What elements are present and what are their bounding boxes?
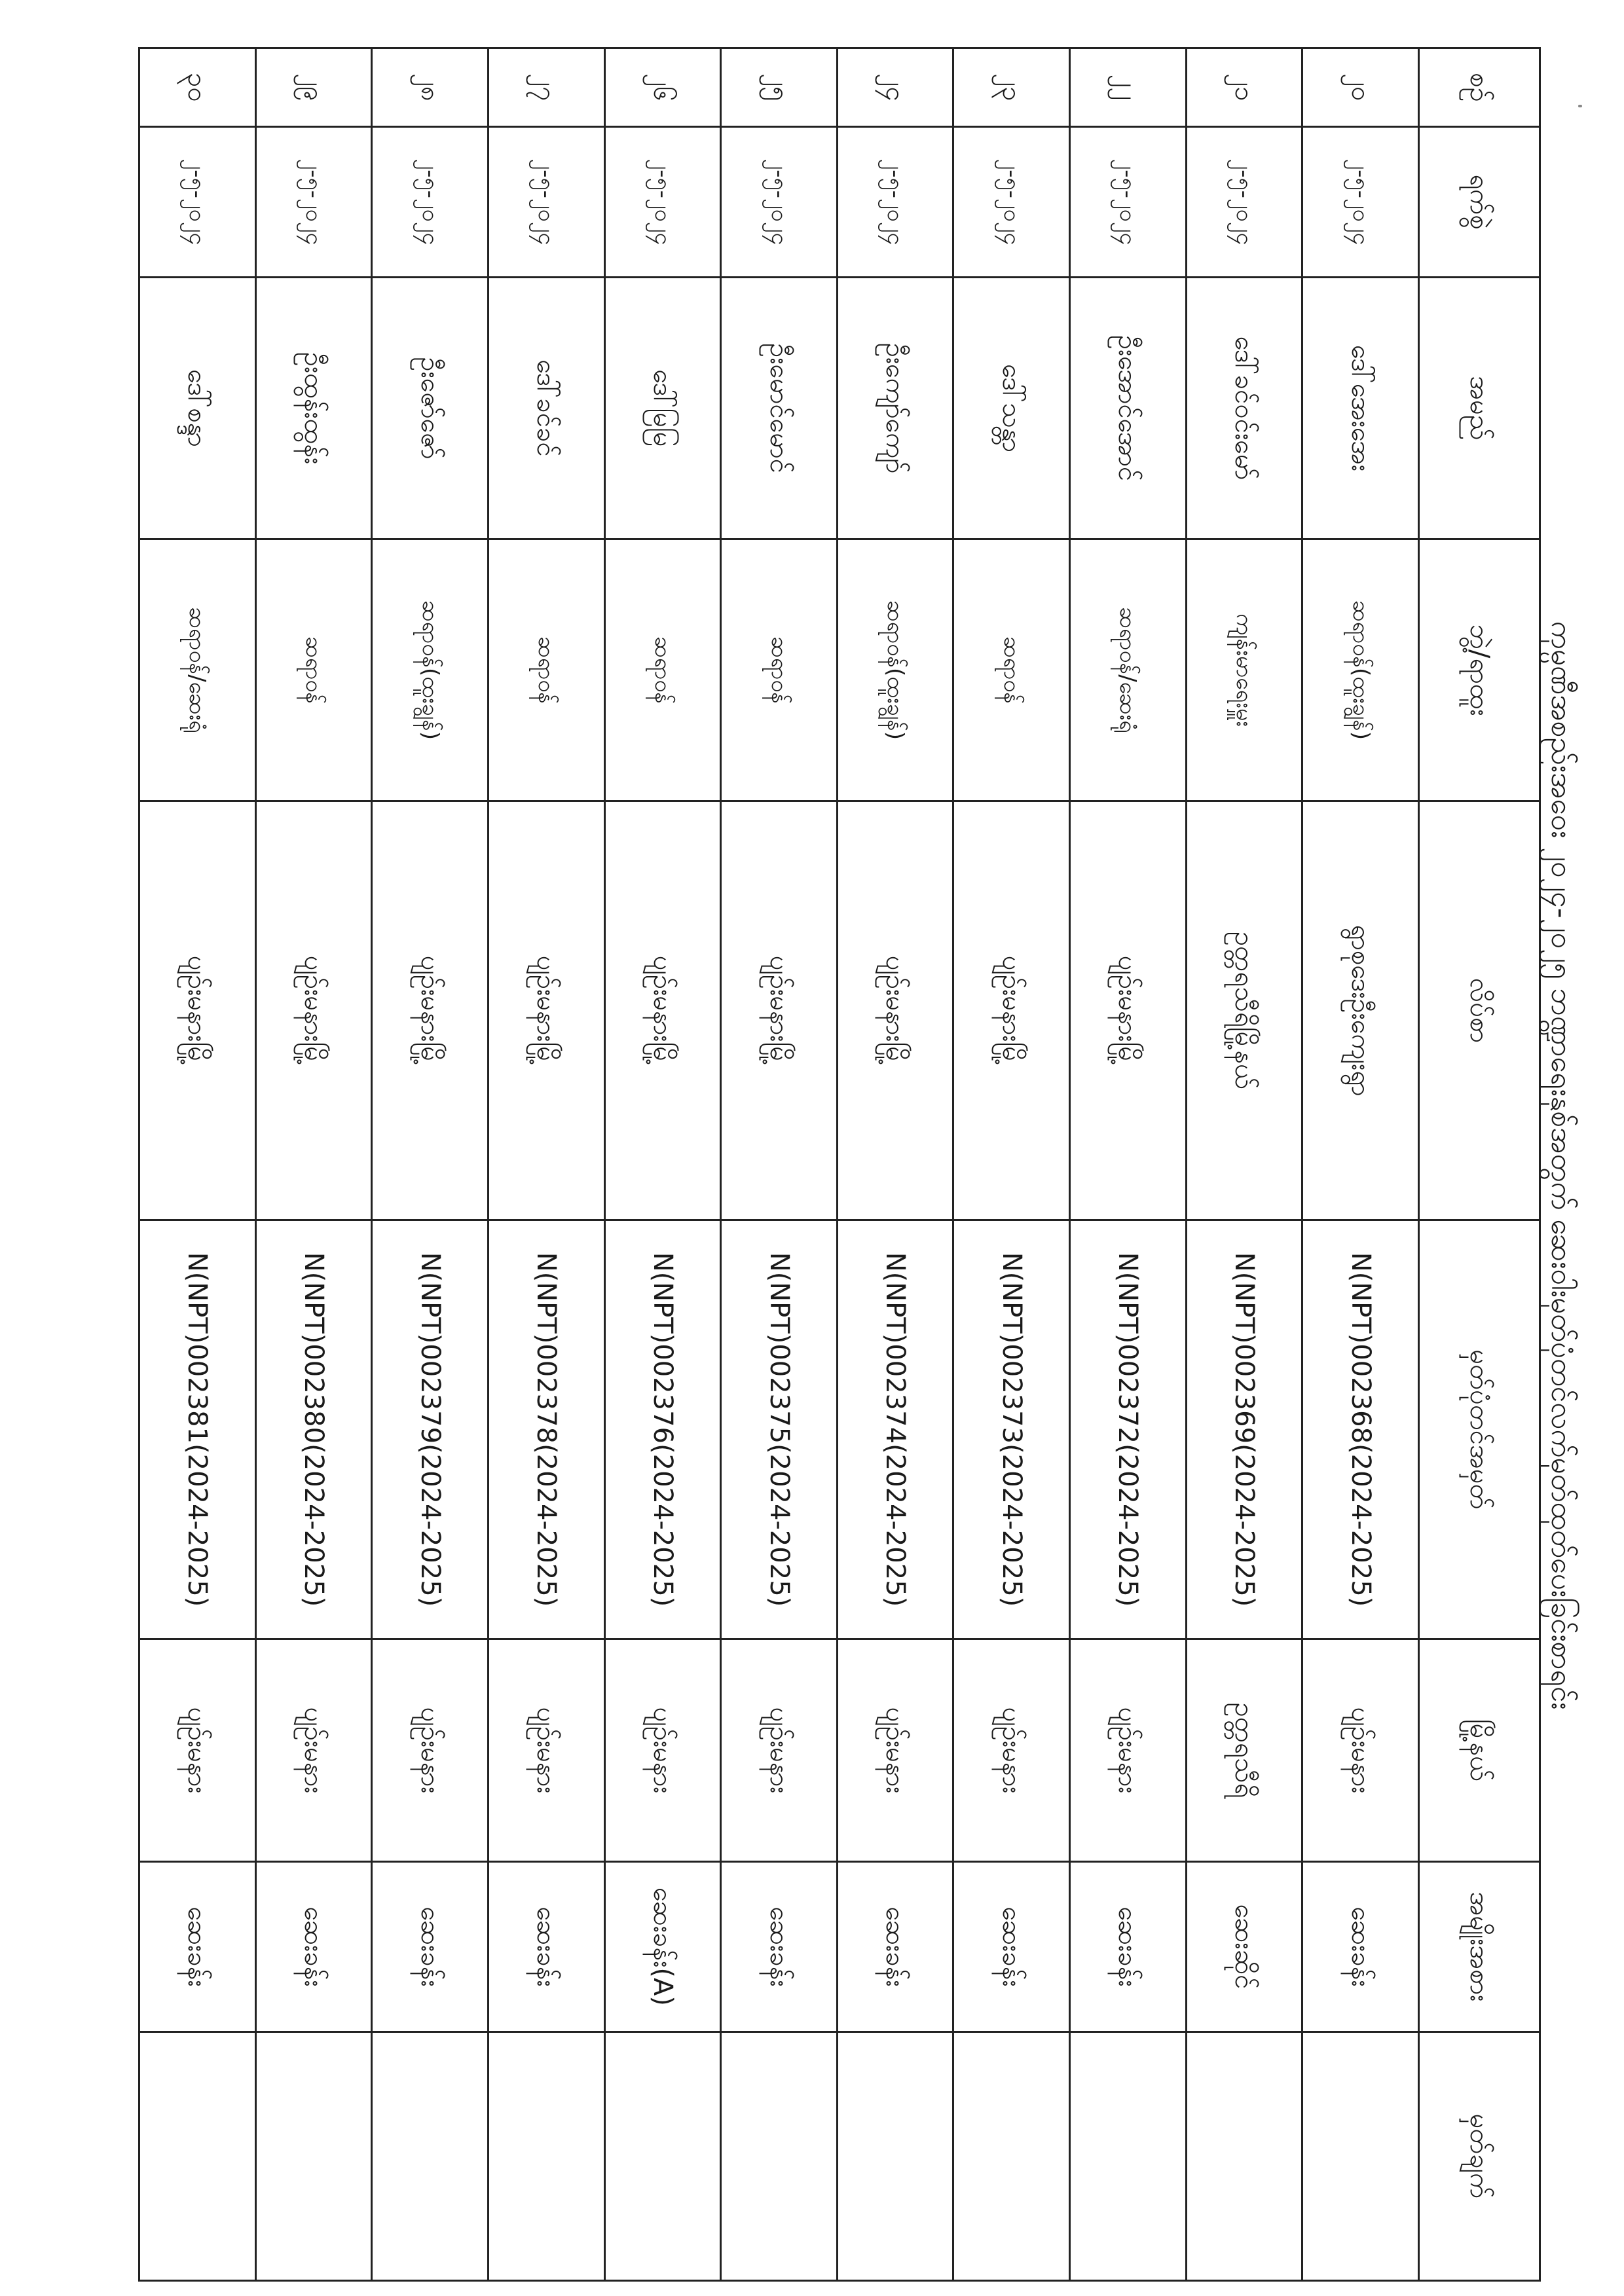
row-date: ၂-၅-၂၀၂၄ [489,127,605,278]
row-registration-number: N(NPT)002379(2024-2025) [372,1220,489,1639]
row-category: ဆေးခန်း(A) [604,1862,721,2032]
row-remark [372,2032,489,2281]
row-township: ပျဉ်းမနား [604,1639,721,1862]
row-address: ပျဉ်းမနားမြို့ [255,801,372,1220]
table-row [255,48,372,2281]
row-address: ပျဉ်းမနားမြို့ [837,801,953,1220]
row-township: ပျဉ်းမနား [721,1639,838,1862]
page-title: ကုမ္ပဏီအစည်းအဝေး ၂၀၂၄-၂၀၂၅ ဘဏ္ဍာရေးနှစ်အတွက် ဆေးဝါးမှတ်ပုံတင်လက်မှတ်ထုတ်ပေးခြင်းစာရင်း [1545,621,1578,1710]
row-remark [1070,2032,1187,2281]
row-title: ဆရာဝန်(ထူးချွန်) [1302,539,1419,801]
row-registration-number: N(NPT)002369(2024-2025) [1186,1220,1302,1639]
row-name: ဦးကျော်ကျော် [837,278,953,539]
row-name: ဦးမောင်မောင် [721,278,838,539]
row-remark [721,2032,838,2281]
row-township: ပျဉ်းမနား [837,1639,953,1862]
row-category: ဆေးခန်း [1302,1862,1419,2032]
row-address: ဥတ္တရသီရိမြို့နယ် [1186,801,1302,1220]
row-registration-number: N(NPT)002375(2024-2025) [721,1220,838,1639]
row-date: ၂-၅-၂၀၂၄ [139,127,256,278]
table-row [1186,48,1302,2281]
row-address: ရွာစုဒေးဦးကျေးရွာ [1302,801,1419,1220]
row-number: ၂၆ [604,48,721,127]
row-date: ၂-၅-၂၀၂၄ [372,127,489,278]
row-category: ဆေးခန်း [837,1862,953,2032]
row-title: ဆရာဝန် [604,539,721,801]
row-date: ၂-၅-၂၀၂၄ [255,127,372,278]
row-title: ဆရာဝန် [489,539,605,801]
row-name: ဒေါ်သန္တာ [953,278,1070,539]
row-title: ဆရာဝန် [721,539,838,801]
row-township: ပျဉ်းမနား [953,1639,1070,1862]
row-registration-number: N(NPT)002380(2024-2025) [255,1220,372,1639]
row-name: ဦးဇော်ဇော် [372,278,489,539]
table-row [139,48,256,2281]
row-township: ပျဉ်းမနား [1302,1639,1419,1862]
row-date: ၂-၅-၂၀၂၄ [1302,127,1419,278]
row-number: ၂၇ [489,48,605,127]
row-township: ပျဉ်းမနား [139,1639,256,1862]
row-address: ပျဉ်းမနားမြို့ [139,801,256,1220]
registration-table [138,47,1541,2282]
row-title: ဆရာဝန်(ထူးချွန်) [837,539,953,801]
row-remark [837,2032,953,2281]
row-title: ဆရာဝန်(ထူးချွန်) [372,539,489,801]
row-registration-number: N(NPT)002381(2024-2025) [139,1220,256,1639]
row-number: ၂၈ [372,48,489,127]
row-remark [255,2032,372,2281]
row-number: ၂၀ [1302,48,1419,127]
row-township: ပျဉ်းမနား [1070,1639,1187,1862]
row-date: ၂-၅-၂၀၂၄ [604,127,721,278]
table-row [1070,48,1187,2281]
row-number: ၂၂ [1070,48,1187,127]
row-date: ၂-၅-၂၀၂၄ [1070,127,1187,278]
table-header-row [1419,48,1540,2281]
row-remark [489,2032,605,2281]
table-row [604,48,721,2281]
row-date: ၂-၅-၂၀၂၄ [721,127,838,278]
row-remark [604,2032,721,2281]
row-address: ပျဉ်းမနားမြို့ [372,801,489,1220]
column-header: အမျိုးအစား [1419,1862,1540,2032]
row-registration-number: N(NPT)002373(2024-2025) [953,1220,1070,1639]
row-township: ပျဉ်းမနား [489,1639,605,1862]
column-header: မှတ်ပုံတင်အမှတ် [1419,1220,1540,1639]
row-address: ပျဉ်းမနားမြို့ [489,801,605,1220]
row-name: ဦးအောင်အောင် [1070,278,1187,539]
table-row [1302,48,1419,2281]
row-remark [139,2032,256,2281]
row-number: ၂၉ [255,48,372,127]
row-number: ၃၀ [139,48,256,127]
row-number: ၂၄ [837,48,953,127]
row-address: ပျဉ်းမနားမြို့ [953,801,1070,1220]
row-registration-number: N(NPT)002378(2024-2025) [489,1220,605,1639]
row-title: ဆရာဝန် [255,539,372,801]
column-header: ဘွဲ့/ရာထူး [1419,539,1540,801]
row-title: ဆရာဝန် [953,539,1070,801]
row-registration-number: N(NPT)002376(2024-2025) [604,1220,721,1639]
table-row [837,48,953,2281]
row-address: ပျဉ်းမနားမြို့ [604,801,721,1220]
row-category: ဆေးခန်း [255,1862,372,2032]
table-row [953,48,1070,2281]
row-name: ဒေါ်မြမြ [604,278,721,539]
row-remark [1302,2032,1419,2281]
scan-speck [1578,105,1582,107]
column-header: မှတ်ချက် [1419,2032,1540,2281]
row-address: ပျဉ်းမနားမြို့ [1070,801,1187,1220]
row-name: ဒေါ်အေးအေး [1302,278,1419,539]
row-number: ၂၅ [721,48,838,127]
row-date: ၂-၅-၂၀၂၄ [953,127,1070,278]
table-row [721,48,838,2281]
row-name: ဒေါ်စန္ဒာ [139,278,256,539]
row-remark [1186,2032,1302,2281]
row-number: ၂၁ [1186,48,1302,127]
row-registration-number: N(NPT)002372(2024-2025) [1070,1220,1187,1639]
row-name: ဦးထွန်းထွန်း [255,278,372,539]
column-header: မြို့နယ် [1419,1639,1540,1862]
row-title: ကျန်းမာရေးမှူး [1186,539,1302,801]
row-date: ၂-၅-၂၀၂၄ [837,127,953,278]
row-category: ဆေးခန်း [372,1862,489,2032]
row-number: ၂၃ [953,48,1070,127]
row-name: ဒေါ်ခင်ခင် [489,278,605,539]
row-registration-number: N(NPT)002368(2024-2025) [1302,1220,1419,1639]
row-title: ဆရာဝန်/ဆေးရုံ [139,539,256,801]
row-category: ဆေးခန်း [721,1862,838,2032]
row-category: ဆေးခန်း [953,1862,1070,2032]
row-address: ပျဉ်းမနားမြို့ [721,801,838,1220]
row-category: ဆေးခန်း [1070,1862,1187,2032]
row-category: ဆေးခန်း [489,1862,605,2032]
row-remark [953,2032,1070,2281]
row-name: ဒေါ်ခင်ဝင်းမော် [1186,278,1302,539]
row-title: ဆရာဝန်/ဆေးရုံ [1070,539,1187,801]
row-date: ၂-၅-၂၀၂၄ [1186,127,1302,278]
row-township: ပျဉ်းမနား [372,1639,489,1862]
column-header: လိပ်စာ [1419,801,1540,1220]
column-header: စဉ် [1419,48,1540,127]
column-header: ရက်စွဲ [1419,127,1540,278]
row-township: ဥတ္တရသီရိ [1186,1639,1302,1862]
row-category: ဆေးခန်း [139,1862,256,2032]
row-township: ပျဉ်းမနား [255,1639,372,1862]
column-header: အမည် [1419,278,1540,539]
table-row [372,48,489,2281]
row-registration-number: N(NPT)002374(2024-2025) [837,1220,953,1639]
row-category: ဆေးဆိုင် [1186,1862,1302,2032]
table-row [489,48,605,2281]
